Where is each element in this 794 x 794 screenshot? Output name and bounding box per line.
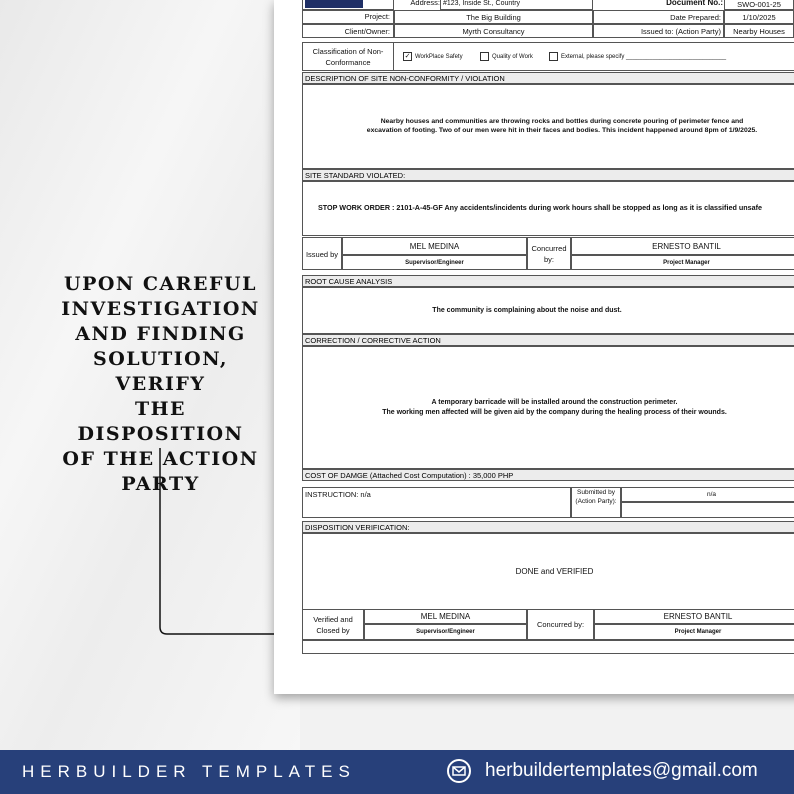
address-value: #123, Inside St., Country	[440, 0, 593, 10]
email-link[interactable]: herbuildertemplates@gmail.com	[485, 760, 758, 781]
root-cause-text: The community is complaining about the noise and dust.	[432, 307, 622, 314]
callout-line: SOLUTION, VERIFY	[92, 348, 228, 395]
standard-header: SITE STANDARD VIOLATED:	[302, 169, 794, 181]
issued-by-role: Supervisor/Engineer	[342, 255, 527, 270]
checkbox-workplace-safety[interactable]	[403, 52, 463, 61]
callout-line: INVESTIGATION	[61, 298, 260, 320]
callout-line: UPON CAREFUL	[64, 273, 257, 295]
option-label: Quality of Work	[492, 54, 533, 61]
callout-line: AND FINDING	[75, 323, 246, 345]
client-value: Myrth Consultancy	[394, 24, 593, 38]
verified-label: Verified and Closed by	[302, 609, 364, 640]
checkbox-quality-of-work[interactable]	[480, 52, 533, 61]
project-label: Project:	[364, 12, 390, 21]
project-value: The Big Building	[394, 10, 593, 24]
logo-cell	[302, 0, 394, 10]
submitted-by-label: Submitted by (Action Party):	[571, 487, 621, 518]
standard-text: STOP WORK ORDER : 2101-A-45-GF Any accidents/incidents during work hours shall be stopped as long as it is classified unsafe	[318, 203, 762, 212]
bottom-row	[302, 640, 794, 654]
verified-name: MEL MEDINA	[364, 609, 527, 624]
option-label: External, please specify ______________________________	[561, 54, 727, 61]
concurred2-name: ERNESTO BANTIL	[594, 609, 794, 624]
date-prepared-value: 1/10/2025	[724, 10, 794, 24]
issued-to-value: Nearby Houses	[724, 24, 794, 38]
concurred-role: Project Manager	[571, 255, 794, 270]
date-prepared-label: Date Prepared:	[593, 10, 724, 24]
correction-line-1: A temporary barricade will be installed around the construction perimeter.	[431, 399, 678, 406]
checkbox-external[interactable]	[549, 52, 726, 61]
issued-by-name: MEL MEDINA	[342, 237, 527, 255]
instruction-label: INSTRUCTION: n/a	[302, 487, 571, 518]
document-no-label: Document No.:	[666, 0, 723, 7]
correction-line-2: The working men affected will be given aid by the company during the healing process of their wounds.	[382, 409, 727, 416]
description-line-1: Nearby houses and communities are throwing rocks and bottles during concrete pouring of perimeter fence and	[380, 118, 744, 125]
submitted-by-value: n/a	[621, 487, 794, 502]
client-label: Client/Owner:	[344, 27, 390, 36]
concurred-label: Concurred by:	[527, 237, 571, 270]
classification-label: Classification of Non-Conformance	[302, 42, 394, 71]
callout-line: OF THE ACTION	[62, 448, 259, 470]
concurred2-label: Concurred by:	[527, 609, 594, 640]
checkbox-icon	[549, 52, 558, 61]
disposition-text: DONE and VERIFIED	[515, 567, 594, 576]
document-page	[274, 0, 794, 694]
cost-header: COST OF DAMGE (Attached Cost Computation) : 35,000 PHP	[302, 469, 794, 481]
document-no-value: SWO-001-25	[724, 0, 794, 10]
issued-to-label: Issued to: (Action Party)	[593, 24, 724, 38]
brand-name: HERBUILDER TEMPLATES	[22, 762, 356, 781]
checkbox-icon	[480, 52, 489, 61]
footer-bar	[0, 750, 794, 794]
concurred-name: ERNESTO BANTIL	[571, 237, 794, 255]
email-icon	[447, 759, 471, 783]
concurred2-role: Project Manager	[594, 624, 794, 640]
correction-header: CORRECTION / CORRECTIVE ACTION	[302, 334, 794, 346]
callout-line: PARTY	[121, 473, 200, 495]
issued-by-label: Issued by	[302, 237, 342, 270]
option-label: WorkPlace Safety	[415, 54, 463, 61]
submitted-by-sign	[621, 502, 794, 518]
description-header: DESCRIPTION OF SITE NON-CONFORMITY / VIOLATION	[302, 72, 794, 84]
verified-role: Supervisor/Engineer	[364, 624, 527, 640]
disposition-header: DISPOSITION VERIFICATION:	[302, 521, 794, 533]
callout-line: THE DISPOSITION	[77, 398, 244, 445]
address-label: Address:	[410, 0, 440, 7]
root-cause-header: ROOT CAUSE ANALYSIS	[302, 275, 794, 287]
description-line-2: excavation of footing. Two of our men were hit in their faces and bodies. This incident happened around 8pm of 1/9/2025.	[366, 127, 758, 134]
checkbox-checked-icon: ✓	[404, 53, 411, 60]
